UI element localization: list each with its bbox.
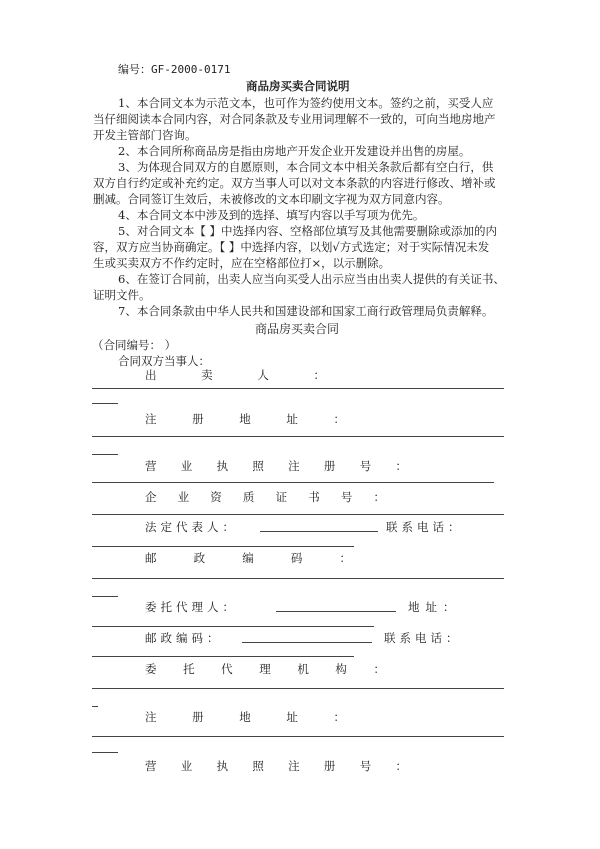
legal-rep-label: 法定代表人： (145, 520, 238, 534)
postcode-input-line[interactable] (92, 578, 504, 579)
postcode-input-line-tail[interactable] (92, 596, 118, 597)
agency-input-line[interactable] (92, 688, 504, 689)
contract-number: （合同编号： ） (92, 338, 177, 352)
seller-input-line[interactable] (92, 388, 504, 389)
qualification-input-line[interactable] (92, 514, 504, 515)
notes-line: 4、本合同文本中涉及到的选择、填写内容以手写项为优先。 (118, 208, 425, 222)
qualification-label: 企 业 资 质 证 书 号 ： (145, 490, 385, 504)
notes-line: 1、本合同文本为示范文本，也可作为签约使用文本。签约之前，买受人应 (118, 96, 494, 110)
notes-line: 2、本合同所称商品房是指由房地产开发企业开发建设并出售的房屋。 (118, 144, 471, 158)
reg-address-input-line-tail[interactable] (92, 454, 118, 455)
seller-input-line-tail[interactable] (92, 403, 118, 404)
notes-line: 生或买卖双方不作约定时，应在空格部位打×，以示删除。 (93, 256, 391, 270)
phone2-label: 联系电话： (384, 631, 462, 645)
postcode-label: 邮 政 编 码 ： (145, 551, 351, 565)
notes-title: 商品房买卖合同说明 (246, 79, 350, 93)
agency-label: 委 托 代 理 机 构 ： (145, 662, 385, 676)
phone-label: 联系电话： (386, 520, 464, 534)
parties-label: 合同双方当事人： (118, 354, 210, 368)
notes-line: 6、在签订合同前，出卖人应当向买受人出示应当由出卖人提供的有关证书、 (118, 272, 505, 286)
reg-address2-label: 注 册 地 址 ： (145, 710, 345, 724)
license-no-input-line[interactable] (92, 482, 494, 483)
postcode2-label: 邮政编码： (145, 631, 223, 645)
agent-label: 委托代理人： (145, 600, 238, 614)
license-no2-label: 营 业 执 照 注 册 号 ： (145, 759, 407, 773)
notes-line: 双方自行约定或补充约定。双方当事人可以对文本条款的内容进行修改、增补或 (93, 176, 496, 190)
notes-line: 当仔细阅读本合同内容，对合同条款及专业用词理解不一致的，可向当地房地产 (93, 112, 496, 126)
notes-line: 证明文件。 (93, 288, 151, 302)
reg-address2-input-line-tail[interactable] (92, 752, 118, 753)
reg-address-input-line[interactable] (92, 436, 504, 437)
agency-input-line-tail[interactable] (92, 706, 98, 707)
notes-line: 开发主管部门咨询。 (93, 128, 197, 142)
notes-line: 5、对合同文本【 】中选择内容、空格部位填写及其他需要删除或添加的内 (118, 224, 497, 238)
legal-rep-input[interactable] (260, 520, 378, 532)
address-label: 地址： (408, 600, 461, 614)
reg-address-label: 注 册 地 址 ： (145, 412, 345, 426)
address-input-line[interactable] (92, 626, 374, 627)
seller-label: 出 卖 人 ： (145, 368, 325, 382)
reg-address2-input-line[interactable] (92, 736, 504, 737)
postcode2-input[interactable] (242, 631, 372, 643)
notes-line: 删减。合同签订生效后，未被修改的文本印刷文字视为双方同意内容。 (93, 192, 450, 206)
contract-title: 商品房买卖合同 (255, 322, 340, 336)
notes-line: 3、为体现合同双方的自愿原则，本合同文本中相关条款后都有空白行，供 (118, 160, 494, 174)
phone2-input-line[interactable] (92, 656, 354, 657)
notes-line: 容，双方应当协商确定。【 】中选择内容，以划√方式选定；对于实际情况未发 (93, 240, 490, 254)
notes-line: 7、本合同条款由中华人民共和国建设部和国家工商行政管理局负责解释。 (118, 304, 494, 318)
agent-input[interactable] (276, 600, 396, 612)
phone-input-line[interactable] (92, 546, 354, 547)
license-no-label: 营 业 执 照 注 册 号 ： (145, 459, 407, 473)
document-number: 编号：GF-2000-0171 (118, 63, 231, 76)
